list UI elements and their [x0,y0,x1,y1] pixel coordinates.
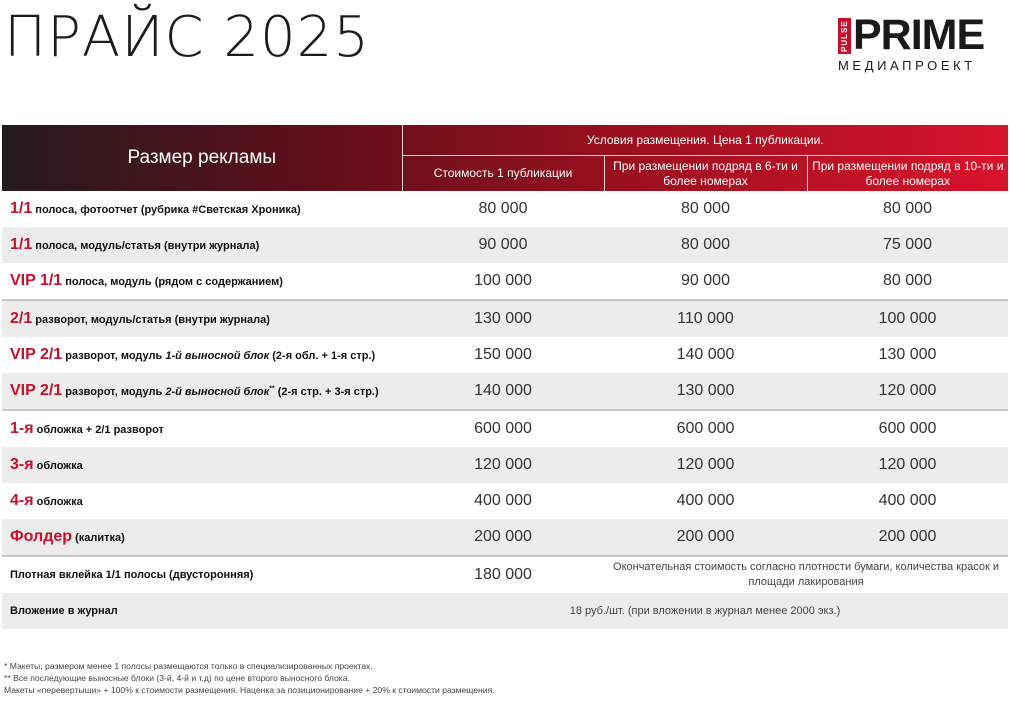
ad-size-main: 1/1 [10,236,33,253]
price-single: 140 000 [402,373,604,410]
footnote-mark: ** [269,385,275,393]
ad-block-name: 2-й выносной блок [165,386,270,398]
ad-size-desc: (калитка) [72,532,125,544]
price-table [2,125,1008,629]
ad-size-main: 1/1 [10,200,33,217]
table-row [2,191,1008,227]
table-row [2,410,1008,447]
ad-size-desc: разворот, модуль [62,386,166,398]
price-10: 100 000 [807,300,1008,337]
ad-size-cell [2,227,402,263]
table-row [2,483,1008,519]
table-row [2,447,1008,483]
price-6: 400 000 [676,492,735,509]
price-single: 80 000 [478,200,528,217]
ad-size-main: 3-я [10,456,34,473]
price-single: 400 000 [474,492,532,509]
insert-label: Плотная вклейка 1/1 полосы (двусторонняя) [10,569,254,581]
table-row [2,227,1008,263]
price-6: 130 000 [604,373,807,410]
header-single-price: Стоимость 1 публикации [402,156,604,192]
ad-size-cell [2,191,402,227]
price-6: 110 000 [604,300,807,337]
price-single: 120 000 [402,447,604,483]
price-single: 100 000 [402,263,604,300]
price-10: 400 000 [878,492,937,509]
ad-size-desc: полоса, фотоотчет (рубрика #Светская Хроника) [32,204,301,216]
logo [838,11,1008,74]
ad-size-desc: разворот, модуль/статья (внутри журнала) [32,314,270,326]
footnote: * Макеты, размером менее 1 полосы размещаются только в специализированных проектах. [4,661,373,671]
price-6: 600 000 [676,420,735,437]
ad-size-main: VIP 2/1 [10,382,63,399]
price-6: 140 000 [676,346,735,363]
price-10: 80 000 [807,263,1008,300]
ad-block-name: 1-й выносной блок [165,350,270,362]
ad-size-desc: полоса, модуль (рядом с содержанием) [62,276,283,288]
ad-size-desc: разворот, модуль [62,350,166,362]
header-6-issues: При размещении подряд в 6-ти и более номерах [604,156,807,192]
ad-size-cell [2,483,402,519]
ad-size-cell [2,263,402,300]
ad-size-pages: (2-я стр. + 3-я стр.) [274,386,379,398]
price-single: 150 000 [474,346,532,363]
ad-size-cell [2,337,402,373]
table-row [2,593,1008,629]
header-ad-size: Размер рекламы [2,125,402,191]
price-10: 120 000 [807,447,1008,483]
price-10: 120 000 [807,373,1008,410]
ad-size-main: Фолдер [10,528,73,545]
ad-size-cell [2,519,402,556]
table-row [2,263,1008,300]
price-10: 600 000 [878,420,937,437]
table-row [2,519,1008,556]
ad-size-cell [2,373,402,410]
ad-size-cell [2,410,402,447]
footnote: ** Все последующие выносные блоки (3-й, 4-й и т.д) по цене второго выносного блока. [4,673,350,683]
ad-size-desc: полоса, модуль/статья (внутри журнала) [32,240,260,252]
ad-size-main: VIP 2/1 [10,346,63,363]
enclosure-note: 18 руб./шт. (при вложении в журнал менее 2000 экз.) [402,593,1008,629]
ad-size-desc: обложка [33,496,83,508]
price-10: 80 000 [883,200,932,217]
ad-size-main: VIP 1/1 [10,272,63,289]
logo-subtitle: МЕДИАПРОЕКТ [838,58,976,73]
price-10: 75 000 [807,227,1008,263]
table-row [2,373,1008,410]
price-single: 200 000 [402,519,604,556]
logo-tag: PULSE [838,18,851,54]
insert-note: Окончательная стоимость согласно плотности бумаги, количества красок и площади лакирования [613,561,999,588]
price-single: 130 000 [402,300,604,337]
ad-size-main: 1-я [10,420,34,437]
ad-size-cell [2,447,402,483]
price-10: 200 000 [807,519,1008,556]
ad-size-main: 4-я [10,492,34,509]
table-row [2,556,1008,593]
ad-size-desc: обложка [33,460,83,472]
page-title: ПРАЙС 2025 [4,5,370,70]
header-conditions: Условия размещения. Цена 1 публикации. [402,125,1008,156]
price-10: 130 000 [878,346,937,363]
enclosure-label: Вложение в журнал [2,593,402,629]
footnotes [4,660,495,696]
footnote: Макеты «перевертыши» + 100% к стоимости размещения. Наценка за позиционирование + 20% к стоимости размещения. [4,685,495,695]
price-6: 80 000 [681,200,730,217]
price-6: 200 000 [604,519,807,556]
price-6: 90 000 [604,263,807,300]
header-10-issues: При размещении подряд в 10-ти и более номерах [812,158,1004,188]
ad-size-cell [2,300,402,337]
ad-size-desc: обложка + 2/1 разворот [33,424,164,436]
ad-size-pages: (2-я обл. + 1-я стр.) [269,350,376,362]
price-single: 600 000 [474,420,532,437]
logo-name: PRIME [853,11,985,59]
table-row [2,337,1008,373]
price-6: 80 000 [604,227,807,263]
price-6: 120 000 [604,447,807,483]
ad-size-main: 2/1 [10,310,33,327]
insert-price: 180 000 [474,566,532,583]
price-single: 90 000 [402,227,604,263]
table-row [2,300,1008,337]
